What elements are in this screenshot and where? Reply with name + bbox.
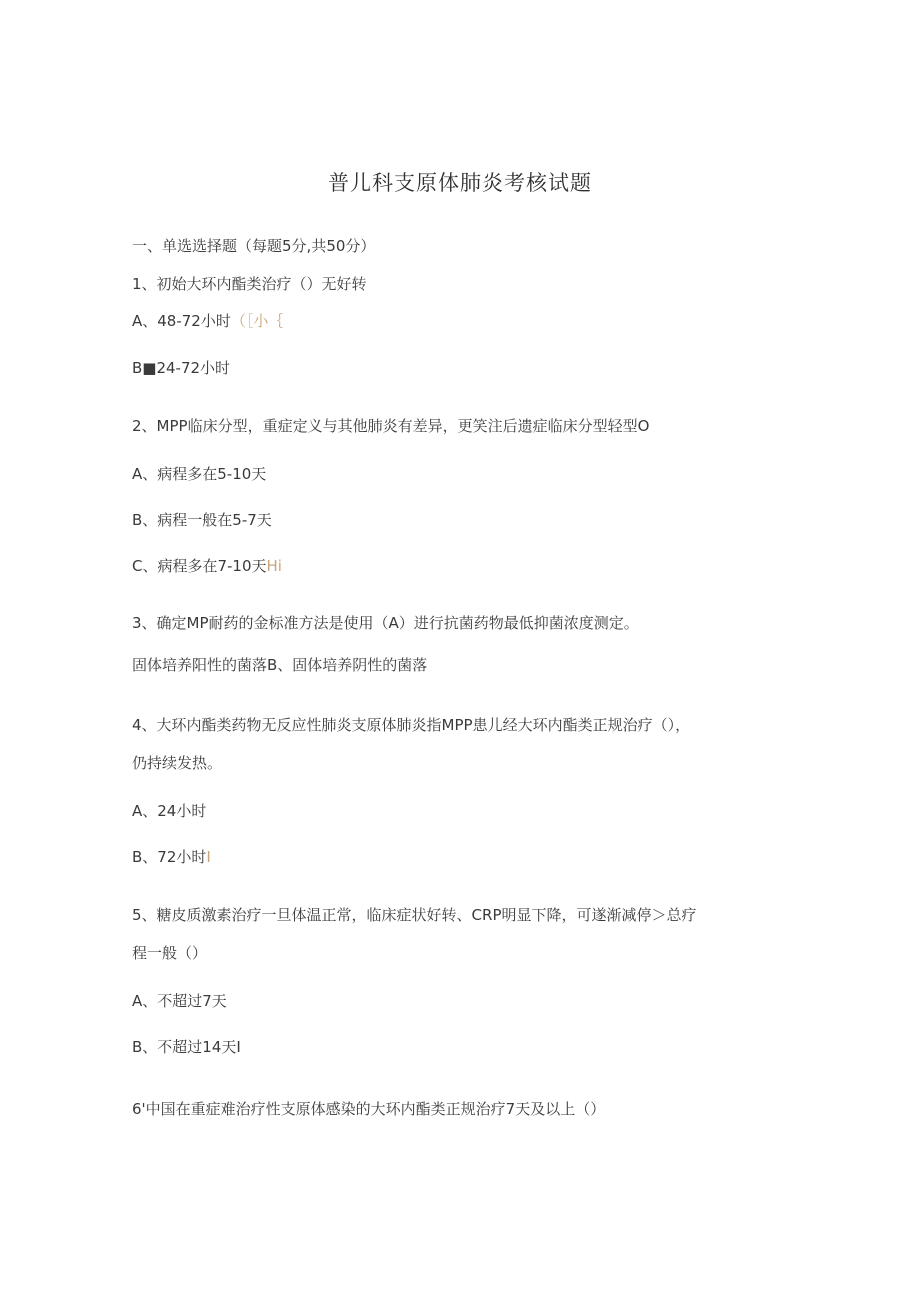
page-title: 普儿科支原体肺炎考核试题 xyxy=(328,171,592,195)
question-5-option-a: A、不超过7天 xyxy=(132,992,227,1010)
question-3-stem: 3、确定MP耐药的金标准方法是使用（A）进行抗菌药物最低抑菌浓度测定。 xyxy=(132,614,639,632)
scan-artifact-mark: I xyxy=(206,848,211,866)
question-2-option-a: A、病程多在5-10天 xyxy=(132,465,267,483)
option-text: B、72小时 xyxy=(132,848,207,866)
scan-artifact-mark: （［小｛ xyxy=(230,312,284,330)
question-2-option-b: B、病程一般在5-7天 xyxy=(132,511,272,529)
option-text: C、病程多在7-10天 xyxy=(132,557,267,575)
question-1-option-b: B■24-72小时 xyxy=(132,359,231,377)
question-1-option-a xyxy=(132,311,283,331)
question-4-stem-line-2: 仍持续发热。 xyxy=(132,754,223,772)
question-2-stem: 2、MPP临床分型，重症定义与其他肺炎有差异，更笑注后遗症临床分型轻型O xyxy=(132,417,650,435)
section-heading: 一、单选选择题（每题5分,共50分） xyxy=(132,237,376,255)
question-2-option-c xyxy=(132,556,282,576)
question-5-stem-line-1: 5、糖皮质激素治疗一旦体温正常，临床症状好转、CRP明显下降，可遂渐减停＞总疗 xyxy=(132,906,697,924)
question-5-option-b: B、不超过14天I xyxy=(132,1038,241,1056)
question-4-option-b xyxy=(132,847,211,867)
question-4-stem-line-1: 4、大环内酯类药物无反应性肺炎支原体肺炎指MPP患儿经大环内酯类正规治疗（）， xyxy=(132,716,691,734)
question-5-stem-line-2: 程一般（） xyxy=(132,944,208,962)
question-4-option-a: A、24小时 xyxy=(132,802,207,820)
scan-artifact-mark: Hi xyxy=(266,557,282,575)
option-text: A、48-72小时 xyxy=(132,312,231,330)
question-1-stem: 1、初始大环内酯类治疗（）无好转 xyxy=(132,275,367,293)
question-3-options: 固体培养阳性的菌落B、固体培养阴性的菌落 xyxy=(132,656,428,674)
question-6-stem: 6'中国在重症难治疗性支原体感染的大环内酯类正规治疗7天及以上（） xyxy=(132,1100,606,1118)
